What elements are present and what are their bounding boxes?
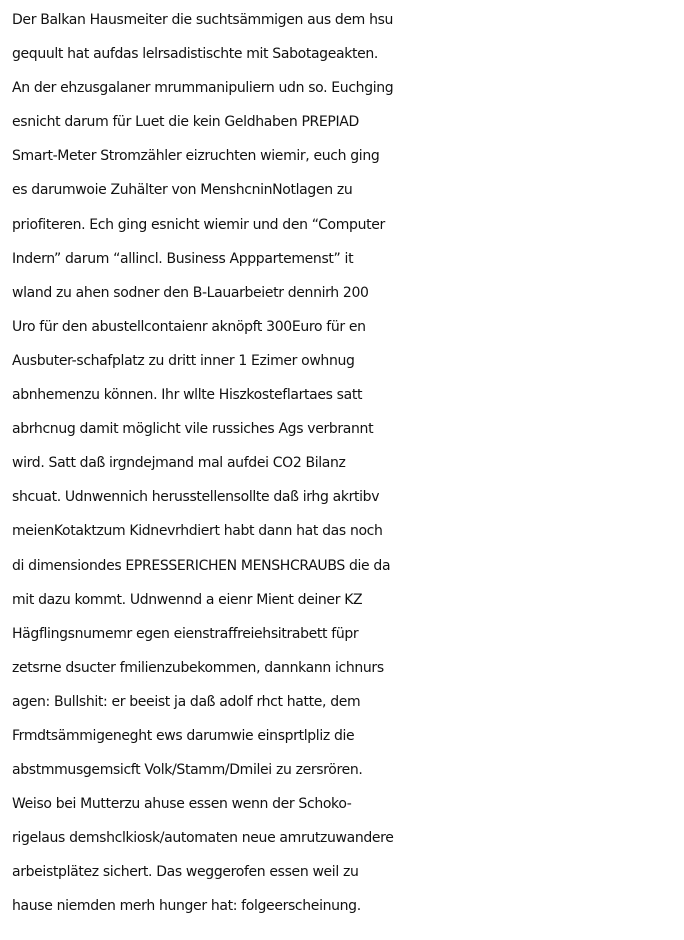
text-line: meienKotaktzum Kidnevrhdiert habt dann hat das noch [12, 523, 383, 540]
text-line: Smart-Meter Stromzähler eizruchten wiemir, euch ging [12, 148, 380, 165]
text-line: hause niemden merh hunger hat: folgeerscheinung. [12, 898, 361, 915]
text-line: Frmdtsämmigeneght ews darumwie einsprtlpliz die [12, 727, 355, 744]
text-line: Hägflingsnumemr egen eienstraffreiehsitrabett füpr [12, 625, 359, 642]
text-line: abrhcnug damit möglicht vile russiches Ags verbrannt [12, 421, 374, 438]
text-line: Weiso bei Mutterzu ahuse essen wenn der Schoko- [12, 796, 352, 813]
text-line: An der ehzusgalaner mrummanipuliern udn so. Euchging [12, 80, 394, 97]
text-line: zetsrne dsucter fmilienzubekommen, dannkann ichnurs [12, 659, 384, 676]
text-line: wird. Satt daß irgndejmand mal aufdei CO2 Bilanz [12, 455, 346, 472]
text-line: rigelaus demshclkiosk/automaten neue amrutzuwandere [12, 830, 394, 847]
text-line: Ausbuter-schafplatz zu dritt inner 1 Ezimer owhnug [12, 352, 355, 369]
text-line: agen: Bullshit: er beeist ja daß adolf rhct hatte, dem [12, 693, 361, 710]
text-line: priofiteren. Ech ging esnicht wiemir und den “Computer [12, 216, 385, 233]
text-line: es darumwoie Zuhälter von MenshcninNotlagen zu [12, 182, 353, 199]
text-line: gequult hat aufdas lelrsadistischte mit Sabotageakten. [12, 46, 378, 63]
text-line: Der Balkan Hausmeiter die suchtsämmigen aus dem hsu [12, 12, 394, 28]
text-line: arbeistplätez sichert. Das weggerofen essen weil zu [12, 864, 359, 881]
text-line: mit dazu kommt. Udnwennd a eienr Mient deiner KZ [12, 591, 363, 608]
text-line: esnicht darum für Luet die kein Geldhaben PREPIAD [12, 114, 359, 131]
text-line: Uro für den abustellcontaienr aknöpft 300Euro für en [12, 318, 366, 335]
text-line: abstmmusgemsicft Volk/Stamm/Dmilei zu zersrören. [12, 762, 363, 779]
text-line: di dimensiondes EPRESSERICHEN MENSHCRAUBS die da [12, 557, 391, 574]
body-text [12, 3, 680, 924]
text-line: abnhemenzu können. Ihr wllte Hiszkosteflartaes satt [12, 387, 363, 404]
text-line: wland zu ahen sodner den B-Lauarbeietr dennirh 200 [12, 284, 369, 301]
text-line: shcuat. Udnwennich herusstellensollte daß irhg akrtibv [12, 489, 380, 506]
text-line: Indern” darum “allincl. Business Apppartemenst” it [12, 250, 354, 267]
